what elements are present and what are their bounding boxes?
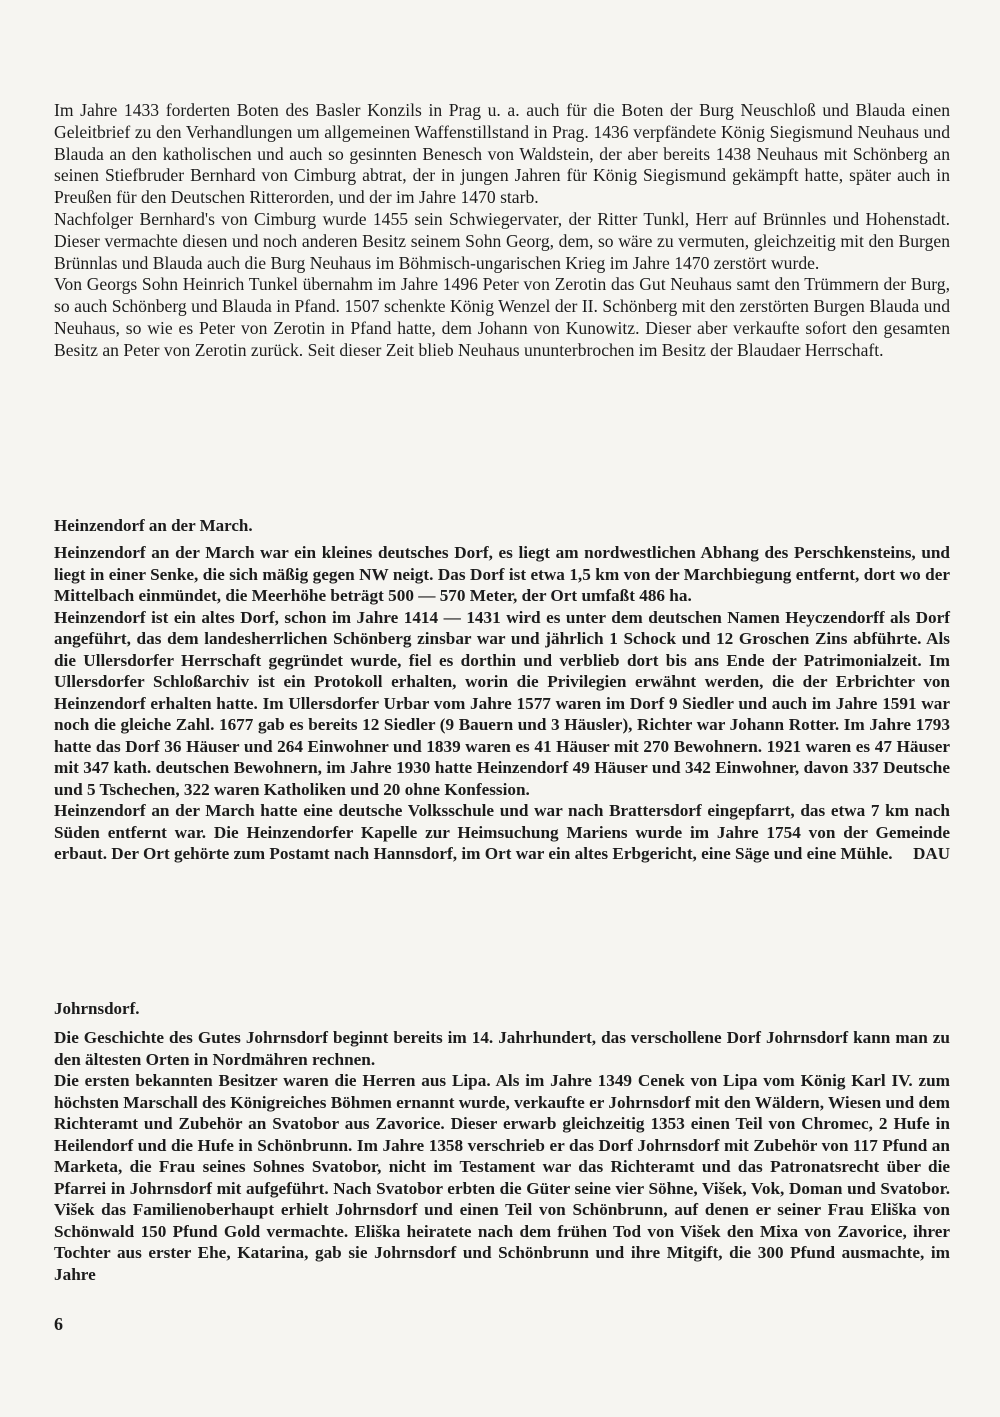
section-heading: Johrnsdorf. [54,999,140,1018]
paragraph: Heinzendorf ist ein altes Dorf, schon im Jahre 1414 — 1431 wird es unter dem deutschen Namen Heyczendorff als Dorf angeführt, das dem landesherrlichen Schönberg zinsbar war und jährlich 1 Schock und 12 Groschen Zins abführte. Als die Ullersdorfer Herrschaft gegründet wurde, fiel es dorthin und verblieb dort bis ans Ende der Patrimonialzeit. Im Ullersdorfer Schloßarchiv ist ein Protokoll erhalten, worin die Privilegien erwähnt werden, die der Erbrichter von Heinzendorf erhalten hatte. Im Ullersdorfer Urbar vom Jahre 1577 waren im Dorf 9 Siedler und auch im Jahre 1591 war noch die gleiche Zahl. 1677 gab es bereits 12 Siedler (9 Bauern und 3 Häusler), Richter war Johann Rotter. Im Jahre 1793 hatte das Dorf 36 Häuser und 264 Einwohner und 1839 waren es 41 Häuser mit 270 Bewohnern. 1921 waren es 47 Häuser mit 347 kath. deutschen Bewohnern, im Jahre 1930 hatte Heinzendorf 49 Häuser und 342 Einwohner, davon 337 Deutsche und 5 Tschechen, 322 waren Katholiken und 20 ohne Konfession. [54,607,950,799]
paragraph: Von Georgs Sohn Heinrich Tunkel übernahm im Jahre 1496 Peter von Zerotin das Gut Neuhaus samt den Trümmern der Burg, so auch Schönberg und Blauda in Pfand. 1507 schenkte König Wenzel der II. Schönberg mit den zerstörten Burgen Blauda und Neuhaus, so wie es Peter von Zerotin in Pfand hatte, dem Johann von Kunowitz. Dieser aber verkaufte sofort den gesamten Besitz an Peter von Zerotin zurück. Seit dieser Zeit blieb Neuhaus ununterbrochen im Besitz der Blaudaer Herrschaft. [54,274,950,360]
paragraph: Heinzendorf an der March hatte eine deutsche Volksschule und war nach Brattersdorf eingepfarrt, das etwa 7 km nach Süden entfernt war. Die Heinzendorfer Kapelle zur Heimsuchung Mariens wurde im Jahre 1754 von der Gemeinde erbaut. Der Ort gehörte zum Postamt nach Hannsdorf, im Ort war ein altes Erbgericht, eine Säge und eine Mühle. [54,801,950,863]
author-signature: DAU [913,843,950,863]
paragraph: Im Jahre 1433 forderten Boten des Basler Konzils in Prag u. a. auch für die Boten der Burg Neuschloß und Blauda einen Geleitbrief zu den Verhandlungen um allgemeinen Waffenstillstand in Prag. 1436 verpfändete König Siegismund Neuhaus und Blauda an den katholischen und auch so gesinnten Benesch von Waldstein, der aber bereits 1438 Neuhaus mit Schönberg an seinen Stiefbruder Bernhard von Cimburg abtrat, der in jungen Jahren für König Siegismund gekämpft hatte, später auch in Preußen für den Deutschen Ritterorden, und der im Jahre 1470 starb. [54,100,950,208]
johrnsdorf-section [54,999,950,1285]
paragraph: Die ersten bekannten Besitzer waren die Herren aus Lipa. Als im Jahre 1349 Cenek von Lipa vom König Karl IV. zum höchsten Marschall des Königreiches Böhmen ernannt wurde, verkaufte er Johrnsdorf mit den Wäldern, Wiesen und dem Richteramt und Zubehör an Svatobor aus Zavorice. Dieser erwarb gleichzeitig 1353 einen Teil von Chromec, 2 Hufe in Heilendorf und die Hufe in Schönbrunn. Im Jahre 1358 verschrieb er das Dorf Johrnsdorf mit Zubehör von 117 Pfund an Marketa, die Frau seines Sohnes Svatobor, nicht im Testament war das Richteramt und das Patronatsrecht über die Pfarrei in Johrnsdorf mit aufgeführt. Nach Svatobor erbten die Güter seine vier Söhne, Višek, Vok, Doman und Svatobor. Višek das Familienoberhaupt erhielt Johrnsdorf und einen Teil von Schönbrunn, auf denen er seiner Frau Eliška von Schönwald 150 Pfund Gold vermachte. Eliška heiratete nach dem frühen Tod von Višek den Mixa von Zavorice, ihrer Tochter aus erster Ehe, Katarina, gab sie Johrnsdorf und Schönbrunn und ihre Mitgift, die 300 Pfund ausmachte, im Jahre [54,1071,950,1284]
paragraph: Nachfolger Bernhard's von Cimburg wurde 1455 sein Schwiegervater, der Ritter Tunkl, Herr auf Brünnles und Hohenstadt. Dieser vermachte diesen und noch anderen Besitz seinem Sohn Georg, dem, so wäre zu vermuten, gleichzeitig mit den Burgen Brünnlas und Blauda auch die Burg Neuhaus im Böhmisch-ungarischen Krieg im Jahre 1470 zerstört wurde. [54,208,950,273]
top-section [54,100,950,362]
section-heading: Heinzendorf an der March. [54,516,253,535]
page-number: 6 [54,1314,63,1334]
heinzendorf-section [54,516,950,864]
paragraph: Die Geschichte des Gutes Johrnsdorf beginnt bereits im 14. Jahrhundert, das verschollene Dorf Johrnsdorf kann man zu den ältesten Orten in Nordmähren rechnen. [54,1028,950,1069]
paragraph: Heinzendorf an der March war ein kleines deutsches Dorf, es liegt am nordwestlichen Abhang des Perschkensteins, und liegt in einer Senke, die sich mäßig gegen NW neigt. Das Dorf ist etwa 1,5 km von der Marchbiegung entfernt, dort wo der Mittelbach einmündet, die Meerhöhe beträgt 500 — 570 Meter, der Ort umfaßt 486 ha. [54,543,950,605]
